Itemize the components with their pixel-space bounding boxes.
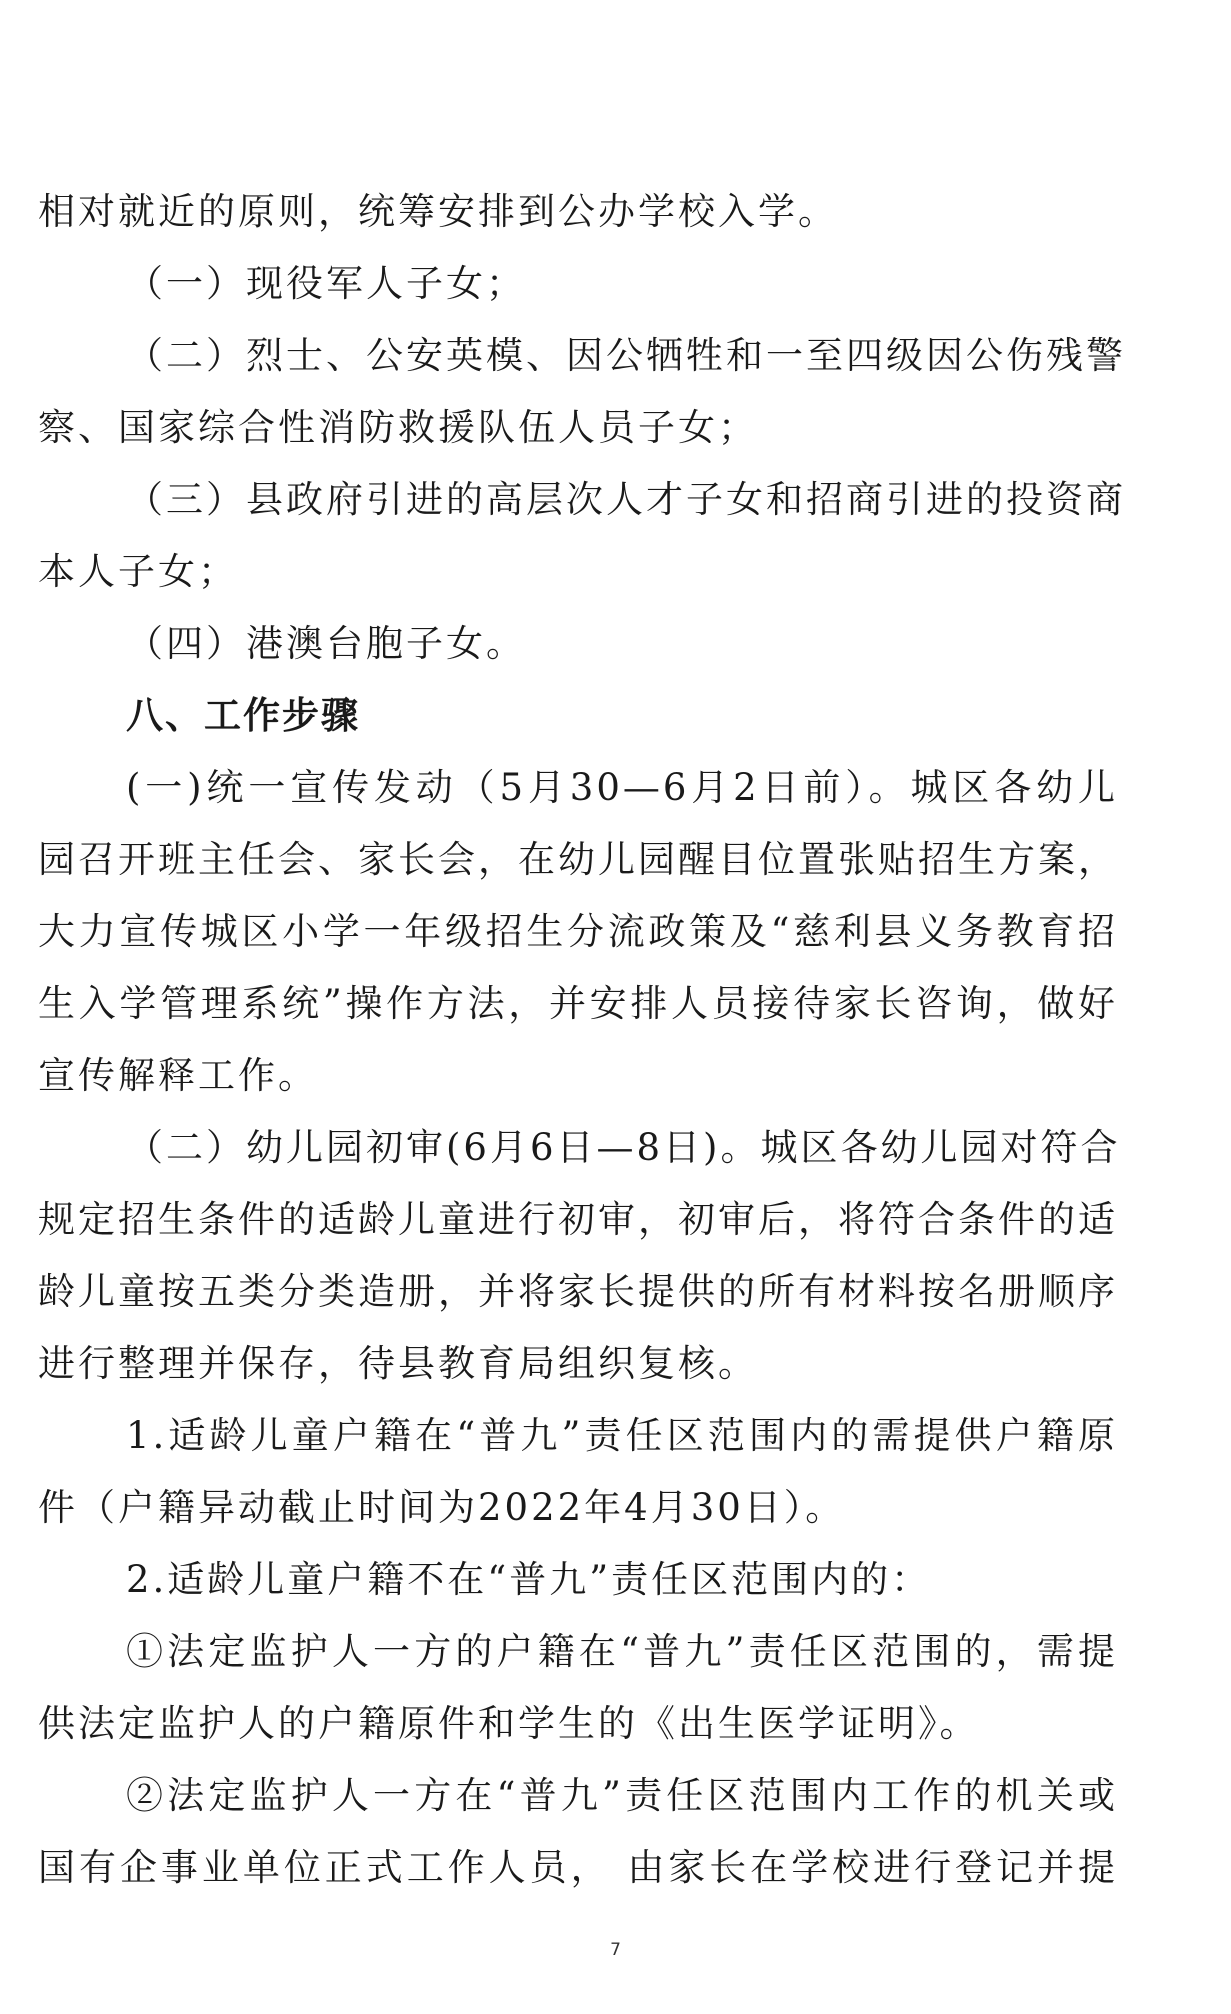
text-line: 相对就近的原则，统筹安排到公办学校入学。 [38, 190, 838, 233]
paragraph-line: 龄儿童按五类分类造册，并将家长提供的所有材料按名册顺序 [38, 1270, 1118, 1313]
paragraph-line: （二）幼儿园初审(6月6日—8日)。城区各幼儿园对符合 [126, 1126, 1121, 1169]
list-item: （一）现役军人子女； [126, 262, 526, 305]
text-line: 察、国家综合性消防救援队伍人员子女； [38, 406, 758, 449]
list-item: （三）县政府引进的高层次人才子女和招商引进的投资商 [126, 478, 1126, 521]
paragraph-line: 进行整理并保存，待县教育局组织复核。 [38, 1342, 758, 1385]
numbered-item: 2.适龄儿童户籍不在“普九”责任区范围内的： [126, 1558, 932, 1601]
paragraph-line: 大力宣传城区小学一年级招生分流政策及“慈利县义务教育招 [38, 910, 1118, 953]
list-item: （二）烈士、公安英模、因公牺牲和一至四级因公伤残警 [126, 334, 1126, 377]
paragraph-line: 件（户籍异动截止时间为2022年4月30日）。 [38, 1486, 846, 1529]
paragraph-line: 生入学管理系统”操作方法，并安排人员接待家长咨询，做好 [38, 982, 1118, 1025]
paragraph-line: 园召开班主任会、家长会，在幼儿园醒目位置张贴招生方案， [38, 838, 1118, 881]
section-heading: 八、工作步骤 [126, 694, 360, 737]
body-text [38, 176, 1126, 1904]
text-line: 本人子女； [38, 550, 238, 593]
paragraph-line: 规定招生条件的适龄儿童进行初审，初审后，将符合条件的适 [38, 1198, 1118, 1241]
circled-item: ②法定监护人一方在“普九”责任区范围内工作的机关或 [126, 1774, 1118, 1817]
circled-item: ①法定监护人一方的户籍在“普九”责任区范围的，需提 [126, 1630, 1118, 1673]
paragraph-line: 供法定监护人的户籍原件和学生的《出生医学证明》。 [38, 1702, 980, 1745]
paragraph-line: (一)统一宣传发动（5月30—6月2日前）。城区各幼儿 [126, 766, 1118, 809]
paragraph-line: 宣传解释工作。 [38, 1054, 318, 1097]
list-item: （四）港澳台胞子女。 [126, 622, 526, 665]
page-number: 7 [610, 1940, 621, 1960]
paragraph-line: 国有企事业单位正式工作人员， 由家长在学校进行登记并提 [38, 1846, 1118, 1889]
numbered-item: 1.适龄儿童户籍在“普九”责任区范围内的需提供户籍原 [126, 1414, 1118, 1457]
